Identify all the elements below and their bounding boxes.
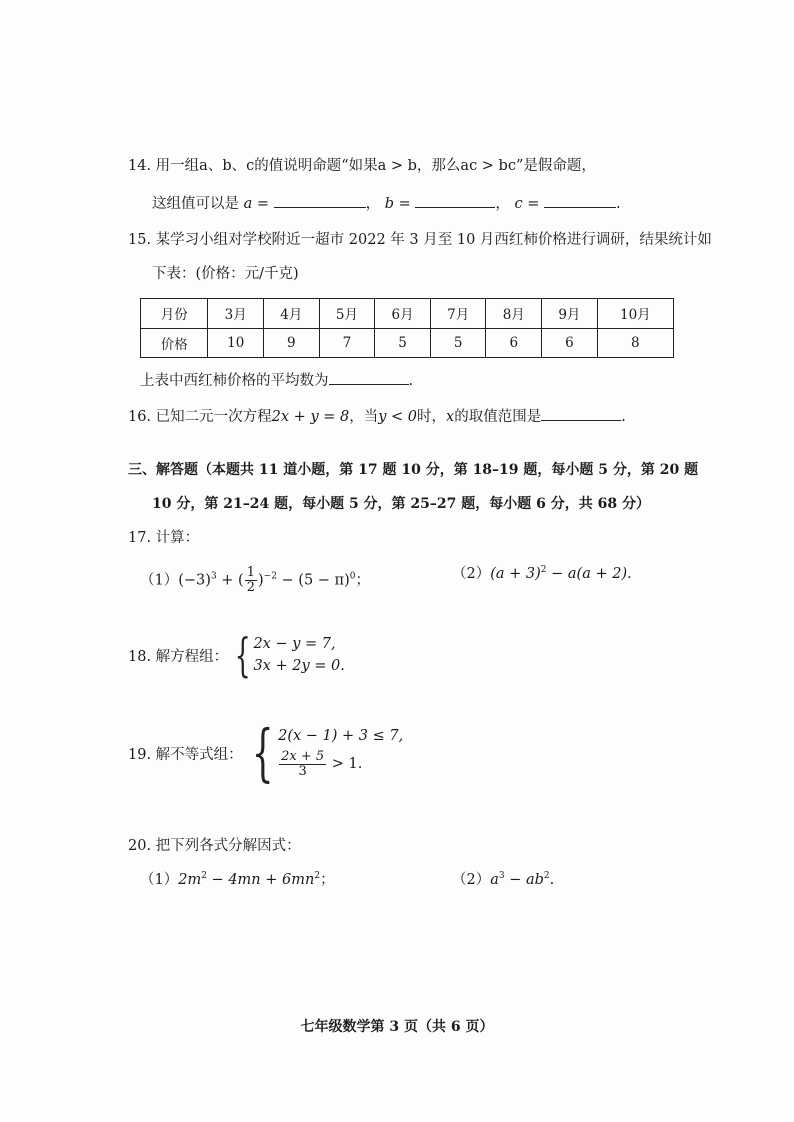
q17-frac-den: 2 — [246, 580, 255, 595]
table-cell: 6 — [542, 328, 598, 358]
section3-line1: 三、解答题（本题共 11 道小题，第 17 题 10 分，第 18–19 题，每小题 5 分，第 20 题 — [128, 462, 699, 478]
q14-b-label: b = — [384, 196, 411, 212]
q16-text-c: 时， — [417, 409, 447, 425]
q18 — [128, 628, 345, 682]
table-cell: 5 — [430, 328, 486, 358]
q20-part1 — [140, 870, 335, 890]
table-cell: 6 — [486, 328, 542, 358]
q17-frac-num: 1 — [246, 565, 255, 580]
q18-label: 18. 解方程组： — [128, 648, 229, 665]
q16-var: x — [446, 409, 455, 425]
q14-prefix: 这组值可以是 — [152, 196, 239, 212]
table-row-prices — [141, 328, 674, 358]
q17-p1-a: (−3) — [178, 572, 211, 589]
q19-frac-num: 2x + 5 — [281, 748, 325, 764]
q20-p1-b-exp: 2 — [314, 871, 321, 881]
q15-avg-line — [140, 370, 413, 391]
table-cell: 8月 — [486, 299, 542, 329]
q17-p2-a-exp: 2 — [540, 565, 547, 575]
section3-line2: 10 分，第 21–24 题，每小题 5 分，第 25–27 题，每小题 6 分，共 68 分） — [152, 496, 650, 512]
q15-line1: 15. 某学习小组对学校附近一超市 2022 年 3 月至 10 月西红柿价格进行调研，结果统计如 — [128, 232, 712, 248]
q17-fraction — [245, 566, 257, 595]
table-cell: 价格 — [141, 328, 208, 358]
price-table — [140, 298, 674, 358]
table-cell: 3月 — [208, 299, 264, 329]
q17-p1-end: ； — [355, 572, 370, 589]
q16-blank[interactable] — [541, 406, 621, 421]
q20-p2-end: . — [549, 872, 555, 888]
table-cell: 9 — [264, 328, 320, 358]
q16-text-a: 16. 已知二元一次方程 — [128, 409, 272, 425]
q14-b-blank[interactable] — [415, 193, 495, 208]
table-cell: 5 — [375, 328, 431, 358]
q19-system — [278, 725, 403, 781]
q15-avg-blank[interactable] — [329, 370, 409, 385]
q19-ineq2-rest: > 1. — [327, 756, 363, 772]
q14-line2: 这组值可以是 a = ， b = ， c = . — [152, 193, 621, 214]
page-footer: 七年级数学第 3 页（共 6 页） — [300, 1019, 494, 1035]
q14-end: . — [616, 196, 621, 212]
q20-part2 — [452, 870, 554, 890]
q19-label: 19. 解不等式组： — [128, 746, 243, 763]
q20-p2-b-exp: 2 — [543, 871, 550, 881]
q17-p1-d: − (5 − π) — [276, 572, 350, 589]
q18-eq1: 2x − y = 7, — [253, 636, 336, 652]
q20-p2-a-exp: 3 — [498, 871, 505, 881]
q20-p1-a-exp: 2 — [201, 871, 207, 881]
q17-p1-c: ) — [257, 572, 264, 589]
q20-title: 20. 把下列各式分解因式： — [128, 838, 301, 854]
q17-title: 17. 计算： — [128, 530, 200, 546]
q19-fraction — [279, 750, 326, 779]
q14-a-label: a = — [243, 196, 270, 212]
q18-system — [253, 633, 344, 677]
q16-line — [128, 406, 626, 427]
q15-avg-text: 上表中西红柿价格的平均数为 — [140, 373, 329, 389]
table-cell: 6月 — [375, 299, 431, 329]
q20-p1-end: ； — [320, 872, 335, 888]
q20-p2-a: a — [490, 872, 499, 888]
table-cell: 4月 — [264, 299, 320, 329]
q17-part1 — [140, 566, 370, 595]
q20-p1-label: （1） — [140, 872, 179, 888]
q20-p2-b: − ab — [504, 872, 544, 888]
q17-p1-a-exp: 3 — [210, 571, 217, 582]
q15-end: . — [408, 373, 414, 389]
q19-ineq1: 2(x − 1) + 3 ≤ 7, — [278, 728, 404, 744]
q16-condition: y < 0 — [378, 409, 418, 425]
q14-c-label: c = — [514, 196, 540, 212]
q17-p1-c-exp: −2 — [263, 571, 277, 582]
q14-line1: 14. 用一组a、b、c的值说明命题“如果a > b，那么ac > bc”是假命题， — [128, 158, 596, 174]
q17-p2-label: （2） — [452, 566, 491, 582]
q20-p1-b: − 4mn + 6mn — [206, 872, 315, 888]
table-cell: 10月 — [597, 299, 673, 329]
q17-p1-label: （1） — [140, 572, 179, 589]
q17-p2-a: (a + 3) — [490, 566, 541, 582]
q19 — [128, 716, 404, 789]
q20-p1-a: 2m — [178, 872, 202, 888]
table-cell: 9月 — [542, 299, 598, 329]
q16-text-d: 的取值范围是 — [454, 409, 542, 425]
brace-icon: { — [251, 716, 274, 789]
q17-part2 — [452, 564, 632, 584]
q17-p2-b: − a(a + 2). — [546, 566, 632, 582]
q20-p2-label: （2） — [452, 872, 491, 888]
table-cell: 7 — [319, 328, 375, 358]
q16-equation: 2x + y = 8 — [271, 409, 350, 425]
q16-text-b: ，当 — [349, 409, 379, 425]
q16-end: . — [621, 409, 626, 425]
brace-icon: { — [234, 628, 251, 682]
q17-p1-d-exp: 0 — [349, 571, 356, 582]
q15-line2: 下表：(价格：元/千克) — [152, 266, 299, 282]
table-cell: 10 — [208, 328, 264, 358]
q14-a-blank[interactable] — [274, 193, 366, 208]
q17-p1-b: + ( — [216, 572, 244, 589]
table-cell: 8 — [597, 328, 673, 358]
table-cell: 月份 — [141, 299, 208, 329]
table-row-months — [141, 299, 674, 329]
q14-c-blank[interactable] — [544, 193, 616, 208]
table-cell: 5月 — [319, 299, 375, 329]
q19-frac-den: 3 — [298, 763, 307, 779]
q18-eq2: 3x + 2y = 0. — [253, 658, 345, 674]
table-cell: 7月 — [430, 299, 486, 329]
